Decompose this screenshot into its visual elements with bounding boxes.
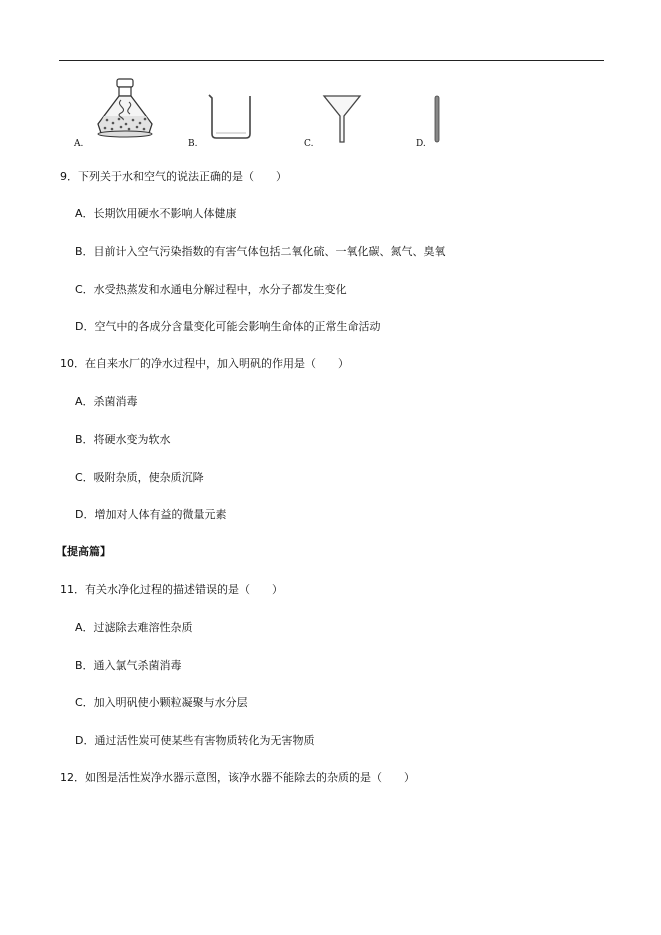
funnel-icon xyxy=(322,94,362,144)
question-9-stem: 9．下列关于水和空气的说法正确的是（ ） xyxy=(60,170,287,183)
figure-option-d-label: D. xyxy=(416,139,426,149)
glass-rod-icon xyxy=(433,95,441,143)
figure-option-c-label: C. xyxy=(304,139,314,149)
beaker-icon xyxy=(206,92,256,140)
question-9-option-d: D．空气中的各成分含量变化可能会影响生命体的正常生命活动 xyxy=(75,320,381,333)
question-9-option-a: A．长期饮用硬水不影响人体健康 xyxy=(75,207,237,220)
figure-option-a-label: A. xyxy=(74,139,84,149)
header-rule xyxy=(59,60,604,61)
question-10-option-d: D．增加对人体有益的微量元素 xyxy=(75,508,227,521)
question-10-option-a: A．杀菌消毒 xyxy=(75,395,138,408)
question-9-option-b: B．目前计入空气污染指数的有害气体包括二氧化硫、一氧化碳、氮气、臭氧 xyxy=(75,245,446,258)
question-11-option-c: C．加入明矾使小颗粒凝聚与水分层 xyxy=(75,696,248,709)
question-11-option-a: A．过滤除去难溶性杂质 xyxy=(75,621,193,634)
question-12-stem: 12．如图是活性炭净水器示意图，该净水器不能除去的杂质的是（ ） xyxy=(60,771,415,784)
figure-option-b-label: B. xyxy=(188,139,198,149)
question-11-option-d: D．通过活性炭可使某些有害物质转化为无害物质 xyxy=(75,734,315,747)
question-11-option-b: B．通入氯气杀菌消毒 xyxy=(75,659,182,672)
question-11-stem: 11．有关水净化过程的描述错误的是（ ） xyxy=(60,583,283,596)
question-10-stem: 10．在自来水厂的净水过程中，加入明矾的作用是（ ） xyxy=(60,357,349,370)
question-9-option-c: C．水受热蒸发和水通电分解过程中，水分子都发生变化 xyxy=(75,283,347,296)
section-heading: 【提高篇】 xyxy=(56,545,111,558)
flask-with-stopper-icon xyxy=(95,78,155,140)
question-10-option-c: C．吸附杂质，使杂质沉降 xyxy=(75,471,204,484)
question-10-option-b: B．将硬水变为软水 xyxy=(75,433,171,446)
